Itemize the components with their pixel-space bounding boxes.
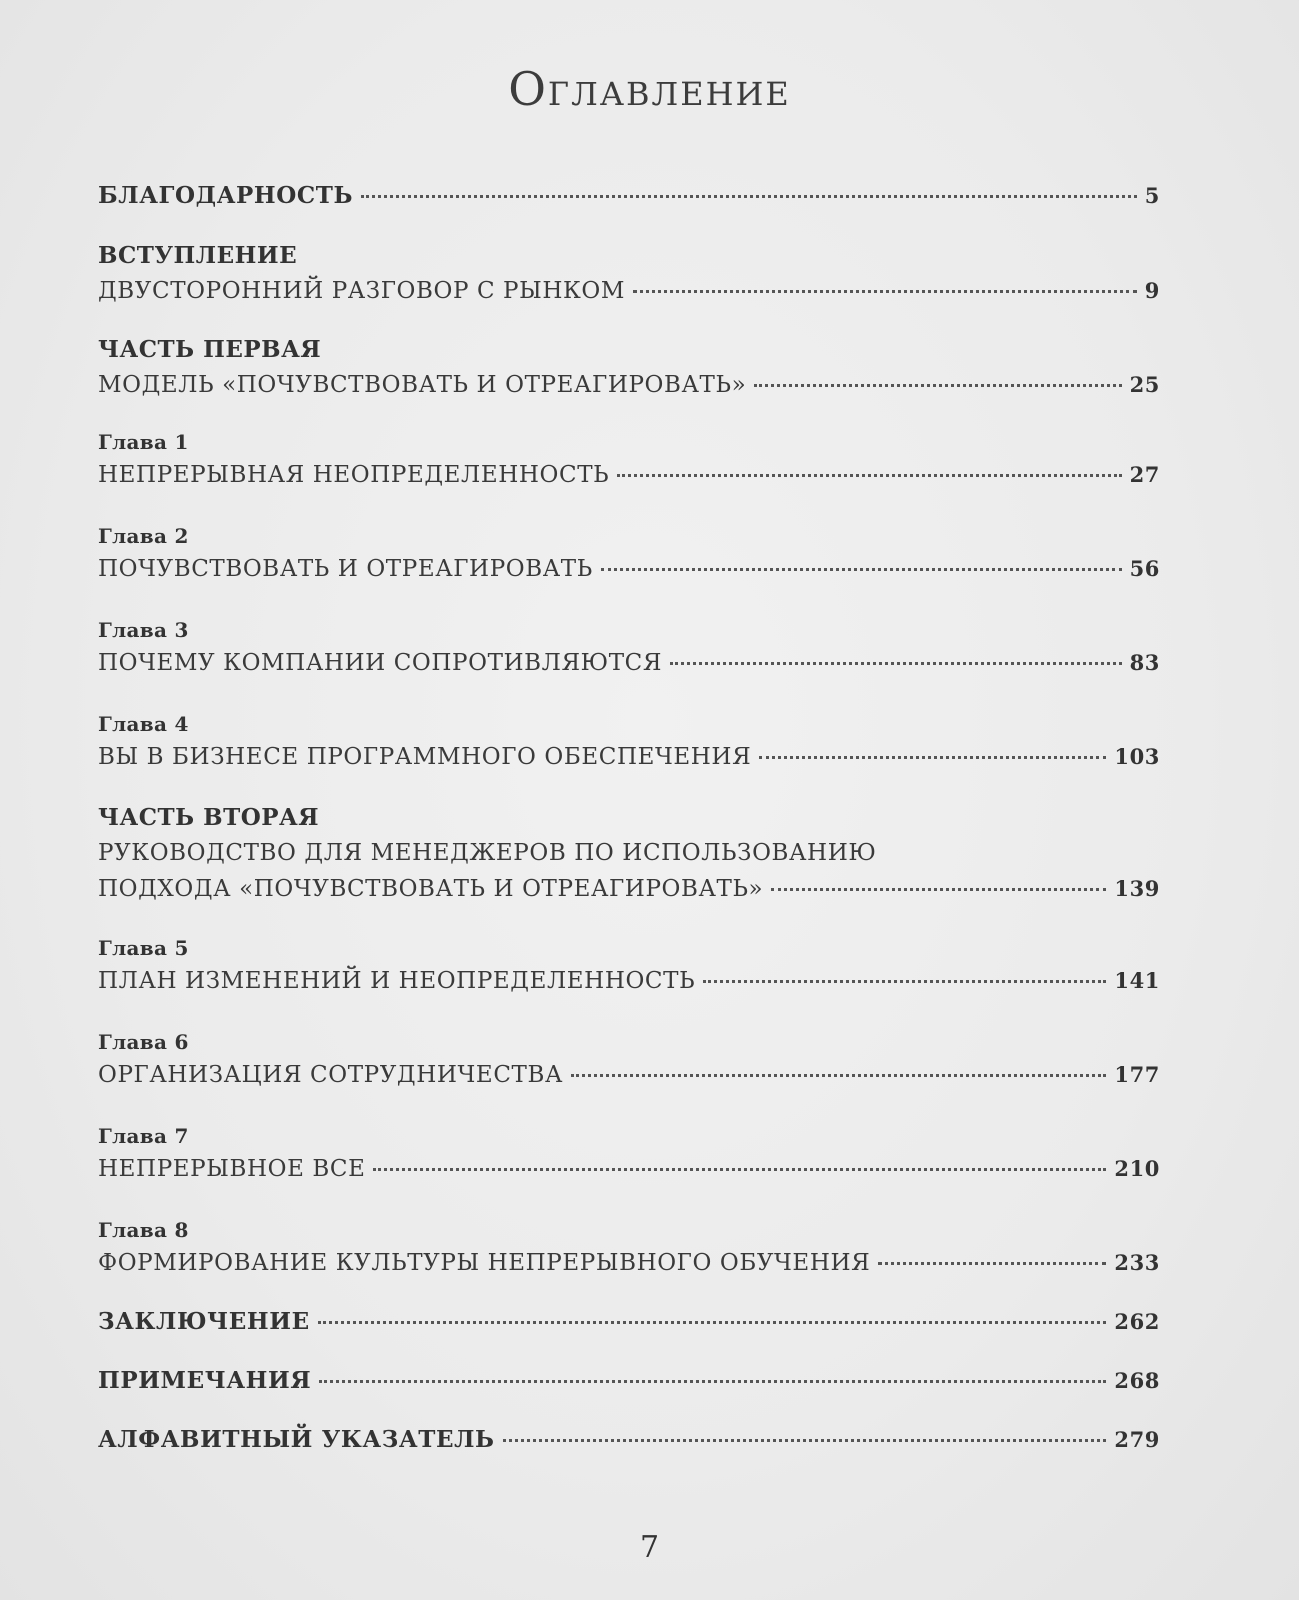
dot-leader (670, 660, 1122, 665)
toc-page-number: 25 (1129, 372, 1160, 397)
toc-entry-title: ПРИМЕЧАНИЯ (98, 1367, 312, 1394)
dot-leader (601, 566, 1122, 571)
toc-entry-line (98, 968, 1160, 994)
toc-entry-title-line-1: РУКОВОДСТВО ДЛЯ МЕНЕДЖЕРОВ ПО ИСПОЛЬЗОВАНИЮ (98, 840, 877, 866)
toc-entry-line (98, 372, 1160, 398)
dot-leader (503, 1437, 1107, 1442)
toc-entry-line (98, 876, 1160, 902)
toc-page-number: 139 (1114, 876, 1160, 901)
toc-page-number: 9 (1144, 278, 1160, 303)
toc-section-kicker: ВСТУПЛЕНИЕ (98, 242, 298, 269)
toc-chapter-kicker: Глава 3 (98, 618, 189, 642)
toc-chapter-kicker: Глава 5 (98, 936, 189, 960)
toc-entry-line (98, 1250, 1160, 1276)
toc-entry-title: ПЛАН ИЗМЕНЕНИЙ И НЕОПРЕДЕЛЕННОСТЬ (98, 968, 696, 994)
dot-leader (319, 1378, 1106, 1383)
toc-page-number: 177 (1114, 1062, 1160, 1087)
toc-entry-line (98, 744, 1160, 770)
toc-entry-line (98, 1426, 1160, 1453)
dot-leader (571, 1072, 1106, 1077)
toc-chapter-kicker: Глава 8 (98, 1218, 189, 1242)
page-number: 7 (639, 1530, 660, 1565)
toc-entry-title: ДВУСТОРОННИЙ РАЗГОВОР С РЫНКОМ (98, 278, 626, 304)
toc-entry-line (98, 556, 1160, 582)
toc-entry-title: ОРГАНИЗАЦИЯ СОТРУДНИЧЕСТВА (98, 1062, 563, 1088)
dot-leader (318, 1319, 1107, 1324)
toc-chapter-kicker: Глава 7 (98, 1124, 189, 1148)
toc-page-number: 279 (1114, 1427, 1160, 1452)
toc-entry-title: ЗАКЛЮЧЕНИЕ (98, 1308, 310, 1335)
toc-entry-title: ПОЧУВСТВОВАТЬ И ОТРЕАГИРОВАТЬ (98, 556, 593, 582)
toc-page-number: 27 (1129, 462, 1160, 487)
toc-entry-title: АЛФАВИТНЫЙ УКАЗАТЕЛЬ (98, 1426, 495, 1453)
toc-entry-title: БЛАГОДАРНОСТЬ (98, 182, 354, 209)
toc-page-number: 103 (1114, 744, 1160, 769)
toc-page-number: 268 (1114, 1368, 1160, 1393)
dot-leader (373, 1166, 1106, 1171)
toc-page-number: 56 (1129, 556, 1160, 581)
toc-entry-line (98, 650, 1160, 676)
dot-leader (361, 193, 1137, 198)
toc-entry-line (98, 1367, 1160, 1394)
toc-chapter-kicker: Глава 6 (98, 1030, 189, 1054)
toc-page-number: 141 (1114, 968, 1160, 993)
toc-entry-title: ПОЧЕМУ КОМПАНИИ СОПРОТИВЛЯЮТСЯ (98, 650, 663, 676)
toc-page-number: 233 (1114, 1250, 1160, 1275)
toc-entry-line (98, 462, 1160, 488)
toc-entry-line (98, 182, 1160, 209)
dot-leader (754, 382, 1121, 387)
toc-entry-line (98, 1308, 1160, 1335)
toc-entry-title: ФОРМИРОВАНИЕ КУЛЬТУРЫ НЕПРЕРЫВНОГО ОБУЧЕНИЯ (98, 1250, 871, 1276)
dot-leader (878, 1260, 1106, 1265)
toc-entry-title: НЕПРЕРЫВНОЕ ВСЕ (98, 1156, 366, 1182)
toc-entry-title: ВЫ В БИЗНЕСЕ ПРОГРАММНОГО ОБЕСПЕЧЕНИЯ (98, 744, 752, 770)
toc-entry-title: НЕПРЕРЫВНАЯ НЕОПРЕДЕЛЕННОСТЬ (98, 462, 610, 488)
toc-section-kicker: ЧАСТЬ ВТОРАЯ (98, 804, 320, 831)
toc-chapter-kicker: Глава 2 (98, 524, 189, 548)
toc-section-kicker: ЧАСТЬ ПЕРВАЯ (98, 336, 322, 363)
dot-leader (703, 978, 1106, 983)
dot-leader (759, 754, 1106, 759)
toc-page-number: 210 (1114, 1156, 1160, 1181)
dot-leader (771, 886, 1106, 891)
toc-page-number: 83 (1129, 650, 1160, 675)
dot-leader (633, 288, 1137, 293)
toc-entry-line (98, 278, 1160, 304)
toc-entry-title: МОДЕЛЬ «ПОЧУВСТВОВАТЬ И ОТРЕАГИРОВАТЬ» (98, 372, 747, 398)
toc-entry-line (98, 1062, 1160, 1088)
toc-page-number: 5 (1144, 183, 1160, 208)
page-title: Оглавление (508, 62, 791, 116)
toc-chapter-kicker: Глава 4 (98, 712, 189, 736)
toc-chapter-kicker: Глава 1 (98, 430, 189, 454)
dot-leader (617, 472, 1121, 477)
toc-entry-title: ПОДХОДА «ПОЧУВСТВОВАТЬ И ОТРЕАГИРОВАТЬ» (98, 876, 764, 902)
toc-page-number: 262 (1114, 1309, 1160, 1334)
toc-entry-line (98, 1156, 1160, 1182)
